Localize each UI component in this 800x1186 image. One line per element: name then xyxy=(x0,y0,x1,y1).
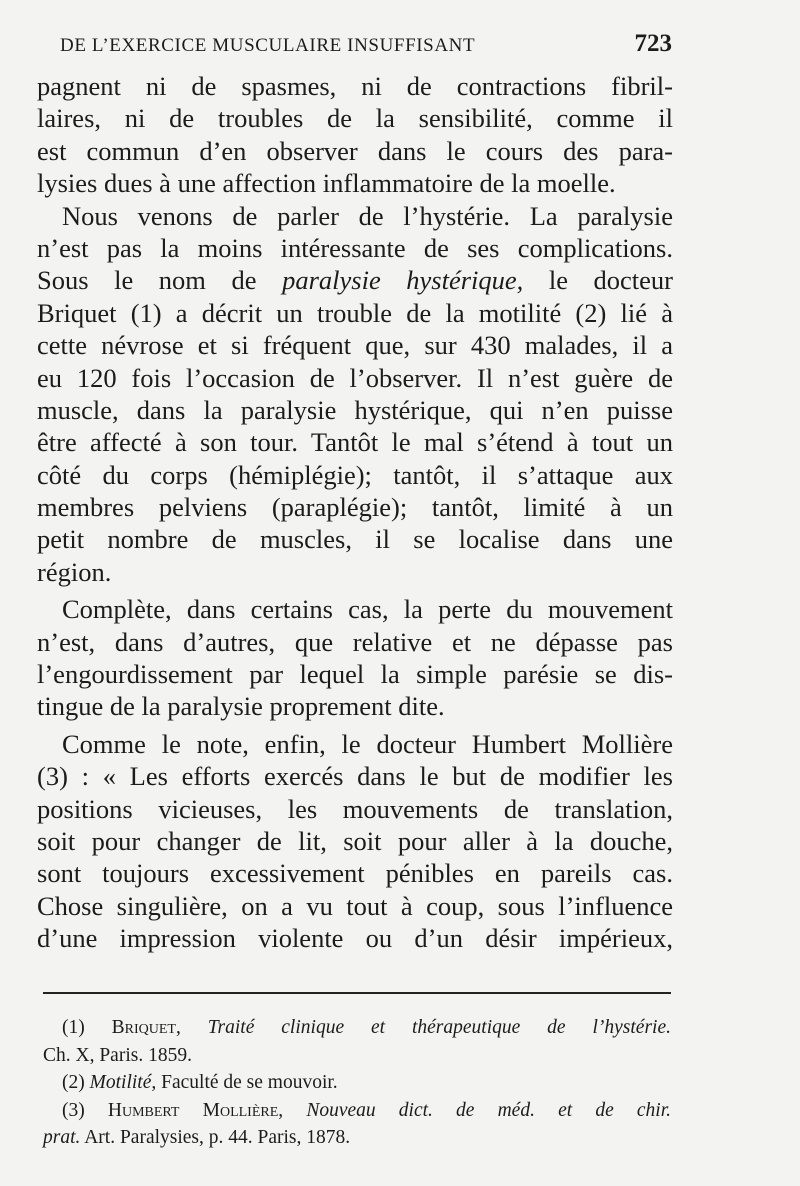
text-line: petit nombre de muscles, il se localise dans une xyxy=(37,524,673,555)
text-line: Complète, dans certains cas, la perte du mouvement xyxy=(62,594,673,625)
footnote-2 xyxy=(43,1069,671,1097)
footnote-term: Motilité, xyxy=(89,1072,157,1093)
text-line: pagnent ni de spasmes, ni de contractions fibril- xyxy=(37,71,673,101)
text-line: d’une impression violente ou d’un désir impérieux, xyxy=(37,923,673,954)
text-line: Chose singulière, on a vu tout à coup, sous l’influence xyxy=(37,890,673,921)
footnote-text: Faculté de se mouvoir. xyxy=(161,1072,338,1093)
text-line: Briquet (1) a décrit un trouble de la motilité (2) lié à xyxy=(37,297,673,328)
text-line: muscle, dans la paralysie hystérique, qui n’en puisse xyxy=(37,394,673,425)
text-line: Comme le note, enfin, le docteur Humbert Mollière xyxy=(62,728,673,759)
footnote-divider xyxy=(43,992,671,994)
italic-term: paralysie hystérique, xyxy=(282,265,524,296)
footnote-title: Nouveau dict. de méd. et de chir. xyxy=(306,1099,672,1121)
footnote-1 xyxy=(43,1014,671,1042)
text-line: côté du corps (hémiplégie); tantôt, il s’attaque aux xyxy=(37,459,673,490)
footnote-text: Art. Paralysies, p. 44. Paris, 1878. xyxy=(84,1127,351,1148)
text-line: positions vicieuses, les mouvements de translation, xyxy=(37,793,673,824)
footnote-title: prat. xyxy=(43,1127,81,1148)
footnotes xyxy=(43,1014,671,1152)
footnote-author: Humbert Mollière, xyxy=(107,1099,284,1121)
page-number: 723 xyxy=(634,30,672,57)
footnote-number: (2) xyxy=(62,1072,85,1093)
footnote-3-continued xyxy=(43,1124,671,1152)
text-line: cette névrose et si fréquent que, sur 430 malades, il a xyxy=(37,330,673,361)
text-line: région. xyxy=(37,556,112,587)
text-line: est commun d’en observer dans le cours des para- xyxy=(37,135,673,166)
text-line: soit pour changer de lit, soit pour aller à la douche, xyxy=(37,825,673,856)
footnote-title: Traité clinique et thérapeutique de l’hystérie. xyxy=(207,1017,672,1038)
text-line: Nous venons de parler de l’hystérie. La paralysie xyxy=(62,200,673,231)
text-line: être affecté à son tour. Tantôt le mal s’étend à tout un xyxy=(37,427,673,458)
text-line: sont toujours excessivement pénibles en pareils cas. xyxy=(37,858,673,889)
text-line: eu 120 fois l’occasion de l’observer. Il n’est guère de xyxy=(37,362,673,393)
footnote-number: (1) xyxy=(62,1017,85,1038)
text-line: laires, ni de troubles de la sensibilité, comme il xyxy=(37,103,673,134)
text-span: le docteur xyxy=(548,265,674,296)
footnote-1-continued: Ch. X, Paris. 1859. xyxy=(43,1044,192,1066)
footnote-3 xyxy=(43,1097,671,1125)
text-span: Sous le nom de xyxy=(37,265,257,296)
page-header xyxy=(60,30,672,58)
text-line: membres pelviens (paraplégie); tantôt, limité à un xyxy=(37,492,673,523)
text-line: tingue de la paralysie proprement dite. xyxy=(37,691,445,722)
text-line: l’engourdissement par lequel la simple parésie se dis- xyxy=(37,659,673,690)
text-line: n’est, dans d’autres, que relative et ne dépasse pas xyxy=(37,626,673,657)
running-title: DE L’EXERCICE MUSCULAIRE INSUFFISANT xyxy=(60,35,476,56)
footnote-number: (3) xyxy=(62,1099,85,1121)
text-line: n’est pas la moins intéressante de ses complications. xyxy=(37,232,673,263)
text-line xyxy=(37,264,673,296)
footnote-author: Briquet, xyxy=(111,1017,181,1038)
body-text xyxy=(37,70,673,955)
text-line: lysies dues à une affection inflammatoire de la moelle. xyxy=(37,168,616,199)
text-line: (3) : « Les efforts exercés dans le but de modifier les xyxy=(37,761,673,792)
